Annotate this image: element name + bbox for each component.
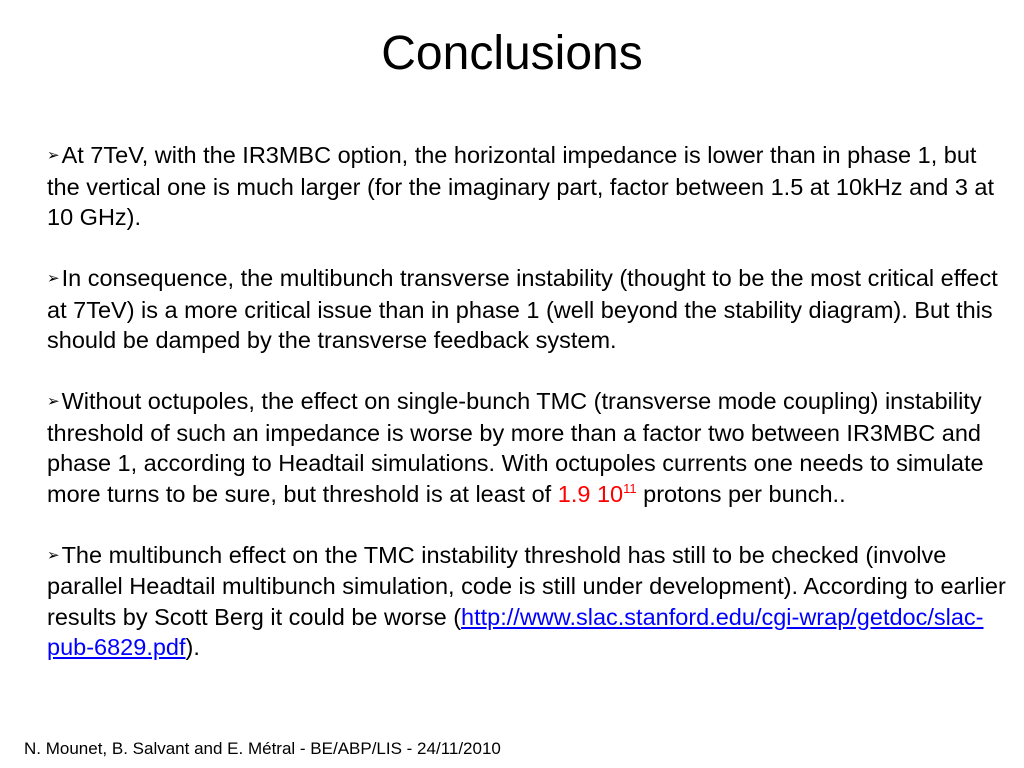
arrow-bullet-icon: ➢ (47, 270, 60, 287)
threshold-value (558, 481, 637, 507)
bullet-item (47, 540, 1007, 663)
slac-pub-link[interactable]: http://www.slac.stanford.edu/cgi-wrap/getdoc/slac-pub-6829.pdf (47, 603, 984, 660)
bullet-text: Without octupoles, the effect on single-bunch TMC (transverse mode coupling) instability threshold of such an impedance is worse by more than a factor two between IR3MBC and phase 1, according to Headtail simulations. With octupoles currents one needs to simulate more turns to be sure, but threshold is at least of (47, 388, 984, 507)
slide-title: Conclusions (381, 27, 643, 80)
bullet-text-tail: protons per bunch.. (636, 480, 846, 507)
threshold-mantissa: 1.9 10 (557, 480, 624, 507)
bullet-list (47, 140, 1007, 663)
bullet-text: At 7TeV, with the IR3MBC option, the horizontal impedance is lower than in phase 1, but the vertical one is much larger (for the imaginary part, factor between 1.5 at 10kHz and 3 at 10 GHz). (47, 142, 995, 230)
bullet-text-tail: ). (185, 634, 200, 660)
footer-credits: N. Mounet, B. Salvant and E. Métral - BE/ABP/LIS - 24/11/2010 (24, 739, 501, 758)
arrow-bullet-icon: ➢ (47, 546, 60, 564)
bullet-item (47, 140, 1007, 233)
threshold-exponent: 11 (623, 480, 637, 496)
arrow-bullet-icon: ➢ (47, 393, 60, 410)
bullet-item (47, 386, 1007, 509)
bullet-item (47, 263, 1007, 356)
arrow-bullet-icon: ➢ (47, 147, 60, 164)
bullet-text: The multibunch effect on the TMC instability threshold has still to be checked (involve parallel Headtail multibunch simulation, code is still under development). According to earlier results by Scott Berg it could be worse ( (47, 541, 1006, 630)
bullet-text: In consequence, the multibunch transverse instability (thought to be the most critical effect at 7TeV) is a more critical issue than in phase 1 (well beyond the stability diagram). But this should be damped by the transverse feedback system. (47, 265, 998, 353)
